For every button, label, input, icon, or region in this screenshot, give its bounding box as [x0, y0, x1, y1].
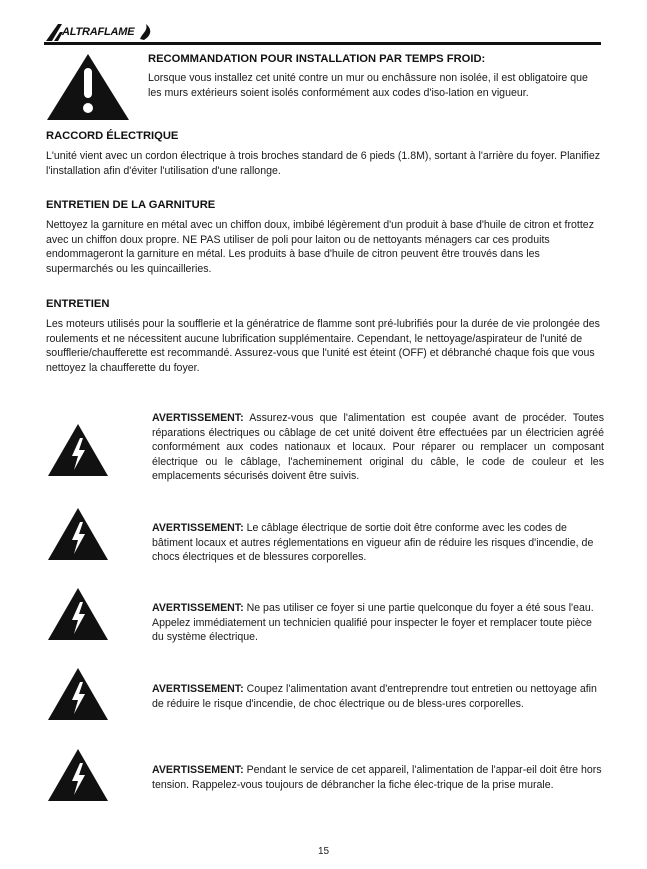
warning-label: AVERTISSEMENT: — [152, 412, 244, 424]
electrical-hazard-icon — [46, 666, 110, 722]
cold-weather-recommendation — [148, 52, 603, 100]
section-text: Les moteurs utilisés pour la soufflerie et la génératrice de flamme sont pré-lubrifiés pour la durée de vie prolongée des roulements et ne nécessitent aucune lubrification supplémentaire. Cependant, le nettoyage/aspirateur de l'unité de soufflerie/chaufferette est recommandé. Assurez-vous que l'unité est éteint (OFF) et débranché chaque fois que vous nettoyez la chaufferette du foyer. — [46, 318, 600, 374]
warning-label: AVERTISSEMENT: — [152, 683, 244, 695]
warning-label: AVERTISSEMENT: — [152, 764, 244, 776]
warning-1 — [152, 411, 604, 484]
section-text: Nettoyez la garniture en métal avec un chiffon doux, imbibé légèrement d'un produit à base d'huile de citron et frottez avec un chiffon doux propre. NE PAS utiliser de poli pour laiton ou de nettoyants ménagers car ces produits endommageront la garniture en métal. Les produits à base d'huile de citron peuvent être trouvés dans les supermarchés ou les quincailleries. — [46, 219, 594, 275]
warning-text: Pendant le service de cet appareil, l'alimentation de l'appar-eil doit être hors tension. Rappelez-vous toujours de débrancher la fiche élec-trique de la prise murale. — [152, 764, 602, 791]
electrical-hazard-icon — [46, 506, 110, 562]
page-header — [44, 22, 601, 46]
warning-4 — [152, 682, 604, 711]
caution-exclamation-icon — [45, 52, 131, 122]
section-title: RACCORD ÉLECTRIQUE — [46, 130, 179, 142]
warning-label: AVERTISSEMENT: — [152, 522, 244, 534]
warning-label: AVERTISSEMENT: — [152, 602, 244, 614]
warning-3 — [152, 601, 604, 645]
section-title: ENTRETIEN — [46, 298, 110, 310]
electrical-hazard-icon — [46, 422, 110, 478]
electrical-hazard-icon — [46, 586, 110, 642]
header-rule — [44, 42, 601, 45]
brand-wordmark: ALTRAFLAME — [62, 26, 135, 38]
section-trim-maintenance — [46, 198, 602, 276]
page-number: 15 — [317, 846, 330, 857]
section-title: ENTRETIEN DE LA GARNITURE — [46, 199, 216, 211]
warning-2 — [152, 521, 604, 565]
section-text: L'unité vient avec un cordon électrique à trois broches standard de 6 pieds (1.8M), sortant à l'arrière du foyer. Planifiez l'installation afin d'éviter l'utilisation d'une rallonge. — [46, 150, 601, 177]
warning-text: Ne pas utiliser ce foyer si une partie quelconque du foyer a été sous l'eau. Appelez immédiatement un technicien qualifié pour inspecter le foyer et remplacer toute pièce du système électrique. — [152, 602, 594, 643]
cold-weather-text: Lorsque vous installez cet unité contre un mur ou enchâssure non isolée, il est obligatoire que les murs extérieurs soient isolés conformément aux codes d'iso-lation en vigueur. — [148, 72, 588, 99]
cold-weather-title: RECOMMANDATION POUR INSTALLATION PAR TEMPS FROID: — [148, 53, 486, 65]
electrical-hazard-icon — [46, 747, 110, 803]
warning-5 — [152, 763, 604, 792]
warning-text: Le câblage électrique de sortie doit être conforme avec les codes de bâtiment locaux et autres réglementations en vigueur afin de réduire les risques d'incendie, de chocs électriques et de blessures corporelles. — [152, 522, 594, 563]
section-electrical-connection — [46, 129, 602, 178]
warning-text: Coupez l'alimentation avant d'entreprendre tout entretien ou nettoyage afin de réduire le risque d'incendie, de choc électrique ou de bless-ures corporelles. — [152, 683, 597, 710]
warning-text: Assurez-vous que l'alimentation est coupée avant de procéder. Toutes réparations électriques ou câblage de cet unité doivent être effectuées par un électricien agréé conformément aux codes nationaux et locaux. Pour réparer ou remplacer un composant électrique ou le câblage, l'acheminement original du câble, le code de couleur et les emplacements sécurisés doivent être suivis. — [152, 412, 604, 482]
section-maintenance — [46, 297, 602, 375]
